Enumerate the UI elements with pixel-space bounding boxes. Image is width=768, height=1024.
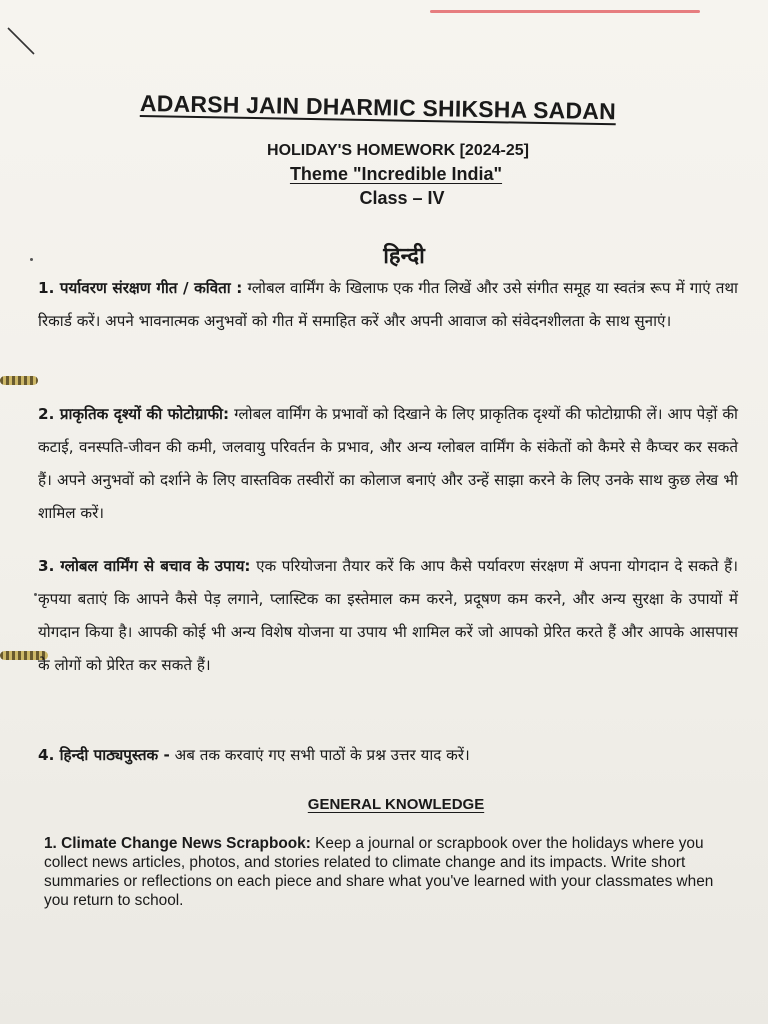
hindi-item-heading: 4. हिन्दी पाठ्यपुस्तक - bbox=[38, 746, 170, 764]
class-label: Class – IV bbox=[359, 188, 445, 208]
corner-pen-mark bbox=[0, 0, 60, 70]
homework-title: HOLIDAY'S HOMEWORK [2024-25] bbox=[267, 142, 529, 159]
hindi-item-text: ग्लोबल वार्मिंग के खिलाफ एक गीत लिखें और उसे संगीत समूह या स्वतंत्र रूप में गाएं तथा रिकार्ड करें। अपने भावनात्मक अनुभवों को गीत में समाहित करें और अपनी आवाज को संवेदनशीलता के साथ सुनाएं। bbox=[38, 279, 738, 330]
hindi-item-4 bbox=[38, 739, 738, 772]
hindi-item-2 bbox=[38, 398, 738, 530]
hindi-subject-heading: हिन्दी bbox=[383, 244, 425, 269]
theme-text: Theme "Incredible India" bbox=[289, 164, 503, 184]
hindi-item-heading: 2. प्राकृतिक दृश्यों की फोटोग्राफी: bbox=[38, 405, 230, 423]
school-name: ADARSH JAIN DHARMIC SHIKSHA SADAN bbox=[139, 90, 617, 125]
gk-heading: GENERAL KNOWLEDGE bbox=[307, 796, 485, 813]
hindi-item-heading: 3. ग्लोबल वार्मिंग से बचाव के उपाय: bbox=[38, 557, 251, 575]
gk-item-1 bbox=[44, 834, 730, 910]
speck bbox=[34, 593, 37, 596]
red-pen-mark bbox=[430, 10, 700, 13]
hindi-item-text: अब तक करवाएं गए सभी पाठों के प्रश्न उत्तर याद करें। bbox=[169, 746, 470, 764]
gk-item-heading: 1. Climate Change News Scrapbook: bbox=[44, 835, 311, 852]
binding-spiral bbox=[0, 376, 38, 385]
hindi-item-text: ग्लोबल वार्मिंग के प्रभावों को दिखाने के लिए प्राकृतिक दृश्यों की फोटोग्राफी लें। आप पेड़ों की कटाई, वनस्पति-जीवन की कमी, जलवायु परिवर्तन के प्रभाव, और अन्य ग्लोबल वार्मिंग के संकेतों को कैमरे से कैप्चर कर सकते हैं। अपने अनुभवों को दर्शाने के लिए वास्तविक तस्वीरों का कोलाज बनाएं और उन्हें साझा करने के लिए उनके साथ कुछ लेख भी शामिल करें। bbox=[38, 405, 738, 522]
theme-title bbox=[0, 164, 768, 185]
gk-item-text: Keep a journal or scrapbook over the holidays where you collect news articles, photos, and stories related to climate change and its impacts. Write short summaries or reflections on each piece and share what you've learned with your classmates when you return to school. bbox=[44, 835, 714, 909]
hindi-item-heading: 1. पर्यावरण संरक्षण गीत / कविता : bbox=[38, 279, 243, 297]
hindi-item-1 bbox=[38, 272, 738, 338]
hindi-item-3 bbox=[38, 550, 738, 682]
hindi-item-text: एक परियोजना तैयार करें कि आप कैसे पर्यावरण संरक्षण में अपना योगदान दे सकते हैं। कृपया बताएं कि आपने कैसे पेड़ लगाने, प्लास्टिक का इस्तेमाल कम करने, प्रदूषण कम करने, और अन्य सुरक्षा के उपायों में योगदान किया है। आपकी कोई भी अन्य विशेष योजना या उपाय भी शामिल करें जो आपको प्रेरित करते हैं और आपके आसपास के लोगों को प्रेरित कर सकते हैं। bbox=[38, 557, 738, 674]
